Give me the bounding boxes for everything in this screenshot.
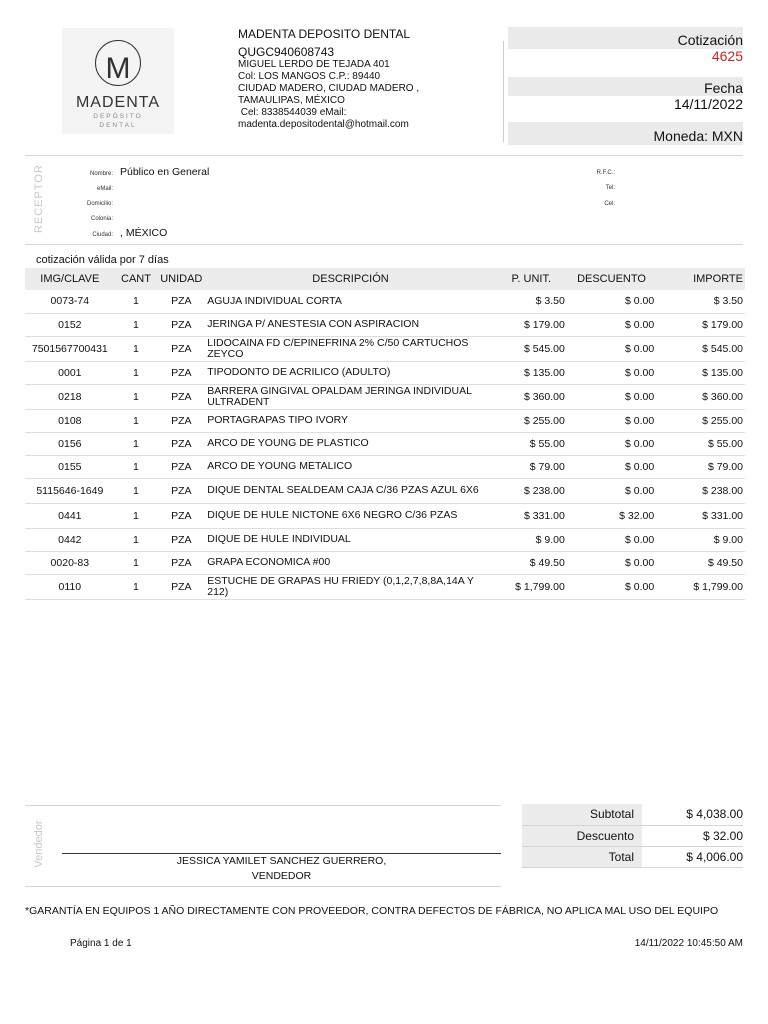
item-amount: $ 360.00 [702, 390, 743, 403]
quote-currency-band [508, 122, 743, 145]
item-description: ESTUCHE DE GRAPAS HU FRIEDY (0,1,2,7,8,8A,14A Y 212) [207, 574, 474, 598]
item-cant: 1 [133, 580, 139, 593]
item-unit-price: $ 238.00 [523, 484, 565, 497]
table-row [25, 409, 745, 432]
table-row [25, 313, 745, 336]
item-unit-price: $ 3.50 [535, 295, 565, 308]
table-row [25, 432, 745, 455]
item-unidad: PZA [171, 366, 192, 379]
item-discount: $ 32.00 [619, 509, 655, 522]
item-unidad: PZA [171, 580, 192, 593]
logo-letter: M [105, 52, 131, 85]
item-unidad: PZA [171, 556, 192, 569]
item-cant: 1 [133, 414, 139, 427]
item-clave: 0442 [58, 533, 82, 546]
item-unit-price: $ 179.00 [523, 318, 565, 331]
item-unit-price: $ 9.00 [535, 533, 565, 546]
item-description: LIDOCAINA FD C/EPINEFRINA 2% C/50 CARTUCHOS ZEYCO [207, 336, 469, 360]
item-cant: 1 [133, 484, 139, 497]
receptor-bottom-rule [25, 244, 743, 245]
item-description: JERINGA P/ ANESTESIA CON ASPIRACION [207, 318, 420, 330]
receptor-ciudad-label: Ciudad: [92, 232, 113, 238]
item-cant: 1 [133, 460, 139, 473]
item-unidad: PZA [171, 460, 192, 473]
receptor-ciudad: , MÉXICO [120, 227, 168, 239]
item-cant: 1 [133, 556, 139, 569]
item-unidad: PZA [171, 533, 192, 546]
table-header-row [25, 268, 745, 290]
item-amount: $ 238.00 [702, 484, 743, 497]
discount-row [522, 825, 743, 846]
item-unit-price: $ 360.00 [523, 390, 565, 403]
item-discount: $ 0.00 [625, 460, 655, 473]
item-clave: 0152 [58, 318, 82, 331]
item-amount: $ 3.50 [713, 295, 743, 308]
item-unidad: PZA [171, 318, 192, 331]
quote-title-band [508, 27, 743, 49]
quote-currency: Moneda: MXN [653, 128, 743, 144]
item-cant: 1 [133, 342, 139, 355]
totals-table [522, 804, 743, 867]
item-clave: 0108 [58, 414, 82, 427]
total-row [522, 846, 743, 867]
table-row [25, 455, 745, 478]
item-unidad: PZA [171, 414, 192, 427]
receptor-domicilio-label: Domicilio: [86, 201, 113, 207]
table-row [25, 290, 745, 313]
item-amount: $ 79.00 [707, 460, 743, 473]
item-clave: 0156 [58, 437, 82, 450]
item-discount: $ 0.00 [625, 342, 655, 355]
item-description: PORTAGRAPAS TIPO IVORY [207, 414, 349, 426]
discount-label: Descuento [522, 825, 642, 846]
item-clave: 0020-83 [50, 556, 90, 569]
item-unit-price: $ 79.00 [529, 460, 565, 473]
header-clave: IMG/CLAVE [40, 273, 100, 285]
item-unit-price: $ 49.50 [529, 556, 565, 569]
company-info [238, 27, 503, 131]
logo-subtitle-1: DEPÓSITO [93, 113, 143, 120]
table-row [25, 503, 745, 528]
quote-date-band [508, 77, 743, 96]
header-bottom-rule [25, 155, 743, 156]
header-cant: CANT [121, 273, 151, 285]
header-punit: P. UNIT. [511, 273, 552, 285]
seller-bottom-rule [25, 886, 501, 887]
item-discount: $ 0.00 [625, 295, 655, 308]
table-row [25, 361, 745, 384]
subtotal-label: Subtotal [522, 804, 642, 825]
print-timestamp: 14/11/2022 10:45:50 AM [634, 938, 743, 949]
seller-role: VENDEDOR [251, 870, 312, 882]
item-amount: $ 1,799.00 [693, 580, 743, 593]
items-body [25, 290, 745, 599]
header-importe: IMPORTE [693, 273, 743, 285]
table-row [25, 528, 745, 551]
seller-top-rule [25, 805, 501, 806]
table-row [25, 336, 745, 361]
item-unidad: PZA [171, 342, 192, 355]
item-discount: $ 0.00 [625, 533, 655, 546]
item-amount: $ 55.00 [707, 437, 743, 450]
item-description: AGUJA INDIVIDUAL CORTA [207, 294, 342, 307]
header-descripcion: DESCRIPCIÓN [312, 272, 389, 285]
item-discount: $ 0.00 [625, 390, 655, 403]
item-amount: $ 179.00 [702, 318, 743, 331]
warranty-note: *GARANTÍA EN EQUIPOS 1 AÑO DIRECTAMENTE CON PROVEEDOR, CONTRA DEFECTOS DE FÁBRICA, NO APLICA MAL USO DEL EQUIPO [25, 905, 719, 917]
item-unit-price: $ 135.00 [523, 366, 565, 379]
item-cant: 1 [133, 509, 139, 522]
item-clave: 5115646-1649 [36, 484, 104, 497]
item-amount: $ 49.50 [707, 556, 743, 569]
item-amount: $ 545.00 [702, 342, 743, 355]
item-clave: 0441 [58, 509, 82, 522]
quote-header [508, 27, 743, 145]
item-cant: 1 [133, 366, 139, 379]
header-divider [503, 41, 504, 142]
seller-section-label: Vendedor [33, 820, 45, 868]
subtotal-row [522, 804, 743, 825]
discount-value: $ 32.00 [642, 825, 743, 846]
validity-note: cotización válida por 7 días [36, 254, 169, 266]
item-clave: 0110 [58, 580, 82, 593]
item-unidad: PZA [171, 437, 192, 450]
company-address-line: TAMAULIPAS, MÉXICO [238, 95, 345, 106]
item-cant: 1 [133, 390, 139, 403]
item-unit-price: $ 1,799.00 [515, 580, 565, 593]
table-row [25, 574, 745, 599]
page-number: Página 1 de 1 [70, 938, 132, 949]
table-row [25, 478, 745, 503]
quote-date: 14/11/2022 [673, 96, 743, 112]
item-amount: $ 9.00 [713, 533, 743, 546]
receptor-nombre-label: Nombre: [89, 171, 113, 177]
receptor-colonia-label: Colonia: [90, 216, 113, 222]
company-email: madenta.depositodental@hotmail.com [238, 119, 409, 130]
item-unit-price: $ 331.00 [523, 509, 565, 522]
company-address-line: Col: LOS MANGOS C.P.: 89440 [238, 71, 381, 82]
item-clave: 7501567700431 [31, 342, 108, 355]
header-descuento: DESCUENTO [577, 273, 646, 285]
company-address-line: CIUDAD MADERO, CIUDAD MADERO , [238, 83, 420, 94]
item-clave: 0218 [58, 390, 82, 403]
item-unidad: PZA [171, 484, 192, 497]
item-clave: 0001 [58, 366, 82, 379]
item-amount: $ 331.00 [702, 509, 743, 522]
quote-number: 4625 [711, 48, 743, 64]
company-rfc: QUGC940608743 [238, 45, 335, 59]
company-address-line: MIGUEL LERDO DE TEJADA 401 [238, 59, 390, 70]
receptor-rfc-label: R.F.C.: [596, 170, 615, 176]
item-cant: 1 [133, 295, 139, 308]
item-unit-price: $ 255.00 [523, 414, 565, 427]
item-unidad: PZA [171, 390, 192, 403]
item-amount: $ 255.00 [702, 414, 743, 427]
total-value: $ 4,006.00 [642, 846, 743, 867]
quote-date-label: Fecha [704, 80, 743, 96]
item-unit-price: $ 55.00 [529, 437, 565, 450]
item-description: DIQUE DENTAL SEALDEAM CAJA C/36 PZAS AZUL 6X6 [207, 484, 479, 496]
item-discount: $ 0.00 [625, 414, 655, 427]
receptor-tel-label: Tel: [605, 185, 615, 191]
item-clave: 0073-74 [50, 295, 90, 308]
logo-subtitle-2: DENTAL [99, 122, 137, 129]
item-description: ARCO DE YOUNG DE PLASTICO [207, 437, 369, 449]
item-discount: $ 0.00 [625, 366, 655, 379]
receptor-email-label: eMail: [96, 186, 113, 192]
item-discount: $ 0.00 [625, 556, 655, 569]
item-cant: 1 [133, 318, 139, 331]
item-description: ARCO DE YOUNG METALICO [207, 460, 353, 472]
item-discount: $ 0.00 [625, 318, 655, 331]
logo-name: MADENTA [75, 94, 161, 111]
item-cant: 1 [133, 437, 139, 450]
item-discount: $ 0.00 [625, 437, 655, 450]
item-unit-price: $ 545.00 [523, 342, 565, 355]
item-discount: $ 0.00 [625, 484, 655, 497]
totals-bottom-rule [522, 867, 743, 868]
item-description: DIQUE DE HULE INDIVIDUAL [207, 533, 351, 545]
company-phone-line: Cel: 8338544039 eMail: [238, 107, 347, 118]
receptor-section-label: RECEPTOR [33, 164, 45, 233]
item-description: GRAPA ECONOMICA #00 [207, 556, 331, 568]
item-description: TIPODONTO DE ACRILICO (ADULTO) [207, 366, 391, 378]
items-table [25, 268, 745, 600]
company-name: MADENTA DEPOSITO DENTAL [238, 27, 411, 41]
item-amount: $ 135.00 [702, 366, 743, 379]
item-discount: $ 0.00 [625, 580, 655, 593]
item-unidad: PZA [171, 295, 192, 308]
header-unidad: UNIDAD [160, 273, 203, 285]
company-logo [62, 28, 174, 134]
quote-title: Cotización [677, 32, 743, 48]
subtotal-value: $ 4,038.00 [686, 807, 743, 822]
item-unidad: PZA [171, 509, 192, 522]
logo-circle [95, 40, 141, 86]
receptor-cel-label: Cel: [604, 201, 615, 207]
table-row [25, 384, 745, 409]
receptor-nombre: Público en General [120, 166, 210, 178]
item-description: DIQUE DE HULE NICTONE 6X6 NEGRO C/36 PZAS [207, 509, 458, 521]
item-description: BARRERA GINGIVAL OPALDAM JERINGA INDIVIDUAL ULTRADENT [207, 384, 472, 408]
seller-name: JESSICA YAMILET SANCHEZ GUERRERO, [176, 855, 387, 867]
item-clave: 0155 [58, 460, 82, 473]
item-cant: 1 [133, 533, 139, 546]
total-label: Total [522, 846, 642, 867]
seller-block [62, 854, 501, 884]
table-row [25, 551, 745, 574]
